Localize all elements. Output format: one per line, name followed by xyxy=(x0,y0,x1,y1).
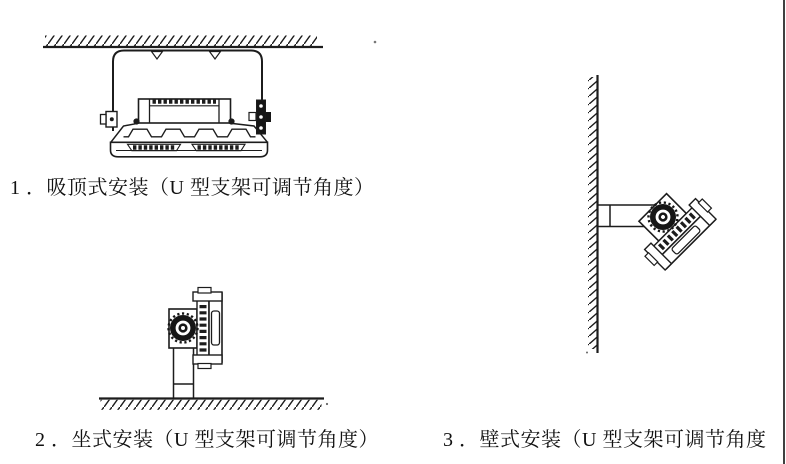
stray-dot xyxy=(374,41,377,44)
ceiling-surface xyxy=(43,36,323,48)
ground-surface xyxy=(99,399,328,410)
caption-pedestal-mount: 2 ．坐式安装（U 型支架可调节角度） xyxy=(35,429,379,451)
figure-pedestal-mount xyxy=(99,288,328,410)
floodlight-tilted-view xyxy=(624,178,719,273)
figure-ceiling-mount xyxy=(43,36,376,157)
ceiling-hatch xyxy=(45,36,317,47)
caption-wall-mount: 3 ．壁式安装（U 型支架可调节角度 xyxy=(443,429,767,451)
figure-wall-mount xyxy=(586,75,719,354)
ground-hatch xyxy=(101,400,322,410)
caption-ceiling-mount: 1 ．吸顶式安装（U 型支架可调节角度） xyxy=(10,177,375,199)
wall-hatch xyxy=(588,77,598,349)
floodlight-side-view xyxy=(169,288,223,369)
scallop-flange xyxy=(124,129,256,137)
mount-tab-icon xyxy=(210,52,221,60)
floodlight-front-view xyxy=(111,99,268,157)
mounting-pole xyxy=(174,348,194,398)
mount-tab-icon xyxy=(152,52,163,60)
wall-surface xyxy=(586,75,598,354)
